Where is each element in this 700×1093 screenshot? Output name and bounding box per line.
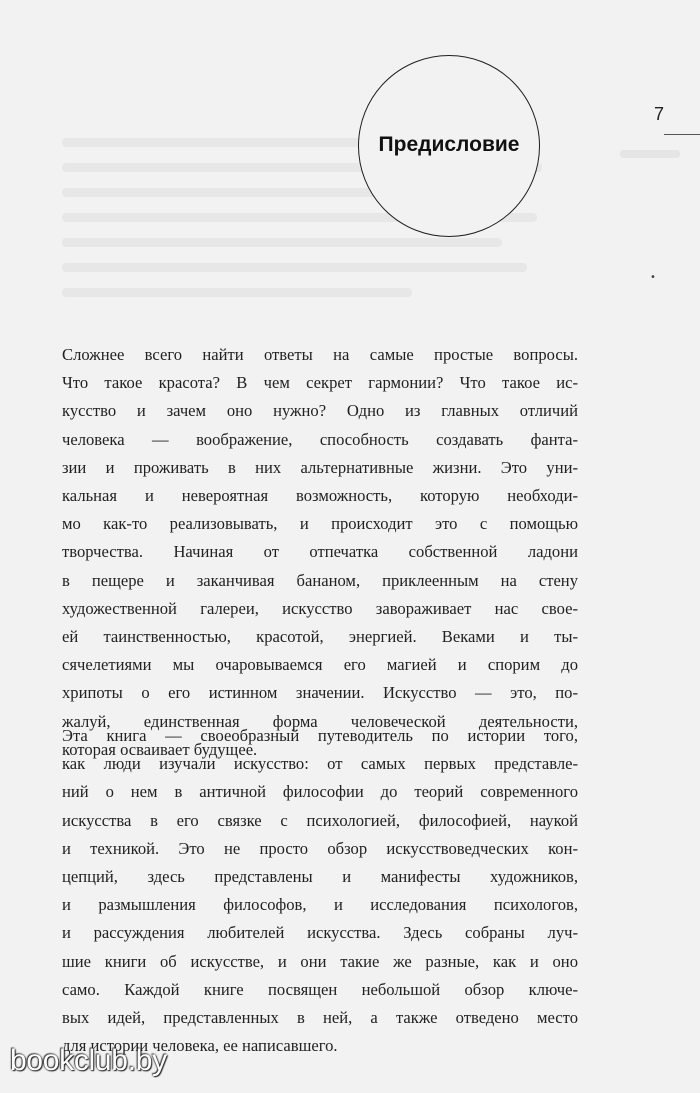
text-line: само. Каждой книге посвящен небольшой обзор ключе-	[62, 979, 578, 999]
text-line: которая осваивает будущее.	[62, 739, 258, 759]
paragraph-2	[62, 722, 578, 1060]
watermark: bookclub.by	[10, 1044, 167, 1077]
text-line: жалуй, единственная форма человеческой деятельности,	[62, 711, 578, 731]
text-line: Что такое красота? В чем секрет гармонии? Что такое ис-	[62, 373, 578, 393]
text-line: шие книги об искусстве, и они такие же разные, как и оно	[62, 951, 578, 971]
paragraph-1	[62, 341, 578, 764]
page-number: 7	[654, 104, 665, 124]
text-line: творчества. Начиная от отпечатка собственной ладони	[62, 542, 578, 562]
text-line: сячелетиями мы очаровываемся его магией и спорим до	[62, 655, 578, 675]
text-line: как люди изучали искусство: от самых первых представле-	[62, 754, 578, 774]
text-line: ний о нем в античной философии до теорий современного	[62, 782, 578, 802]
text-line: зии и проживать в них альтернативные жизни. Это уни-	[62, 457, 578, 477]
text-line: вых идей, представленных в ней, а также отведено место	[62, 1008, 578, 1028]
text-line: и рассуждения любителей искусства. Здесь собраны луч-	[62, 923, 578, 943]
bleed-through-mark	[620, 150, 680, 158]
margin-mark: •	[650, 272, 656, 283]
text-line: ей таинственностью, красотой, энергией. Веками и ты-	[62, 627, 578, 647]
header-rule	[664, 134, 700, 135]
text-line: в пещере и заканчивая бананом, приклеенным на стену	[62, 570, 578, 590]
text-line: и техникой. Это не просто обзор искусствоведческих кон-	[62, 838, 578, 858]
text-line: цепций, здесь представлены и манифесты художников,	[62, 867, 578, 887]
text-line: мо как-то реализовывать, и происходит это с помощью	[62, 514, 578, 534]
text-line: и размышления философов, и исследования психологов,	[62, 895, 578, 915]
text-line: человека — воображение, способность создавать фанта-	[62, 429, 578, 449]
text-line: художественной галереи, искусство завораживает нас свое-	[62, 598, 578, 618]
circle-frame-icon	[358, 55, 540, 237]
page-heading: Предисловие	[378, 133, 520, 156]
text-line: кальная и невероятная возможность, которую необходи-	[62, 486, 578, 506]
text-line: кусство и зачем оно нужно? Одно из главных отличий	[62, 401, 578, 421]
text-line: Сложнее всего найти ответы на самые простые вопросы.	[62, 345, 578, 364]
text-line: хрипоты о его истинном значении. Искусство — это, по-	[62, 683, 578, 703]
text-line: для истории человека, ее написавшего.	[62, 1036, 338, 1056]
text-line: искусства в его связке с психологией, философией, наукой	[62, 810, 578, 830]
text-line: Эта книга — своеобразный путеводитель по истории того,	[62, 726, 578, 745]
